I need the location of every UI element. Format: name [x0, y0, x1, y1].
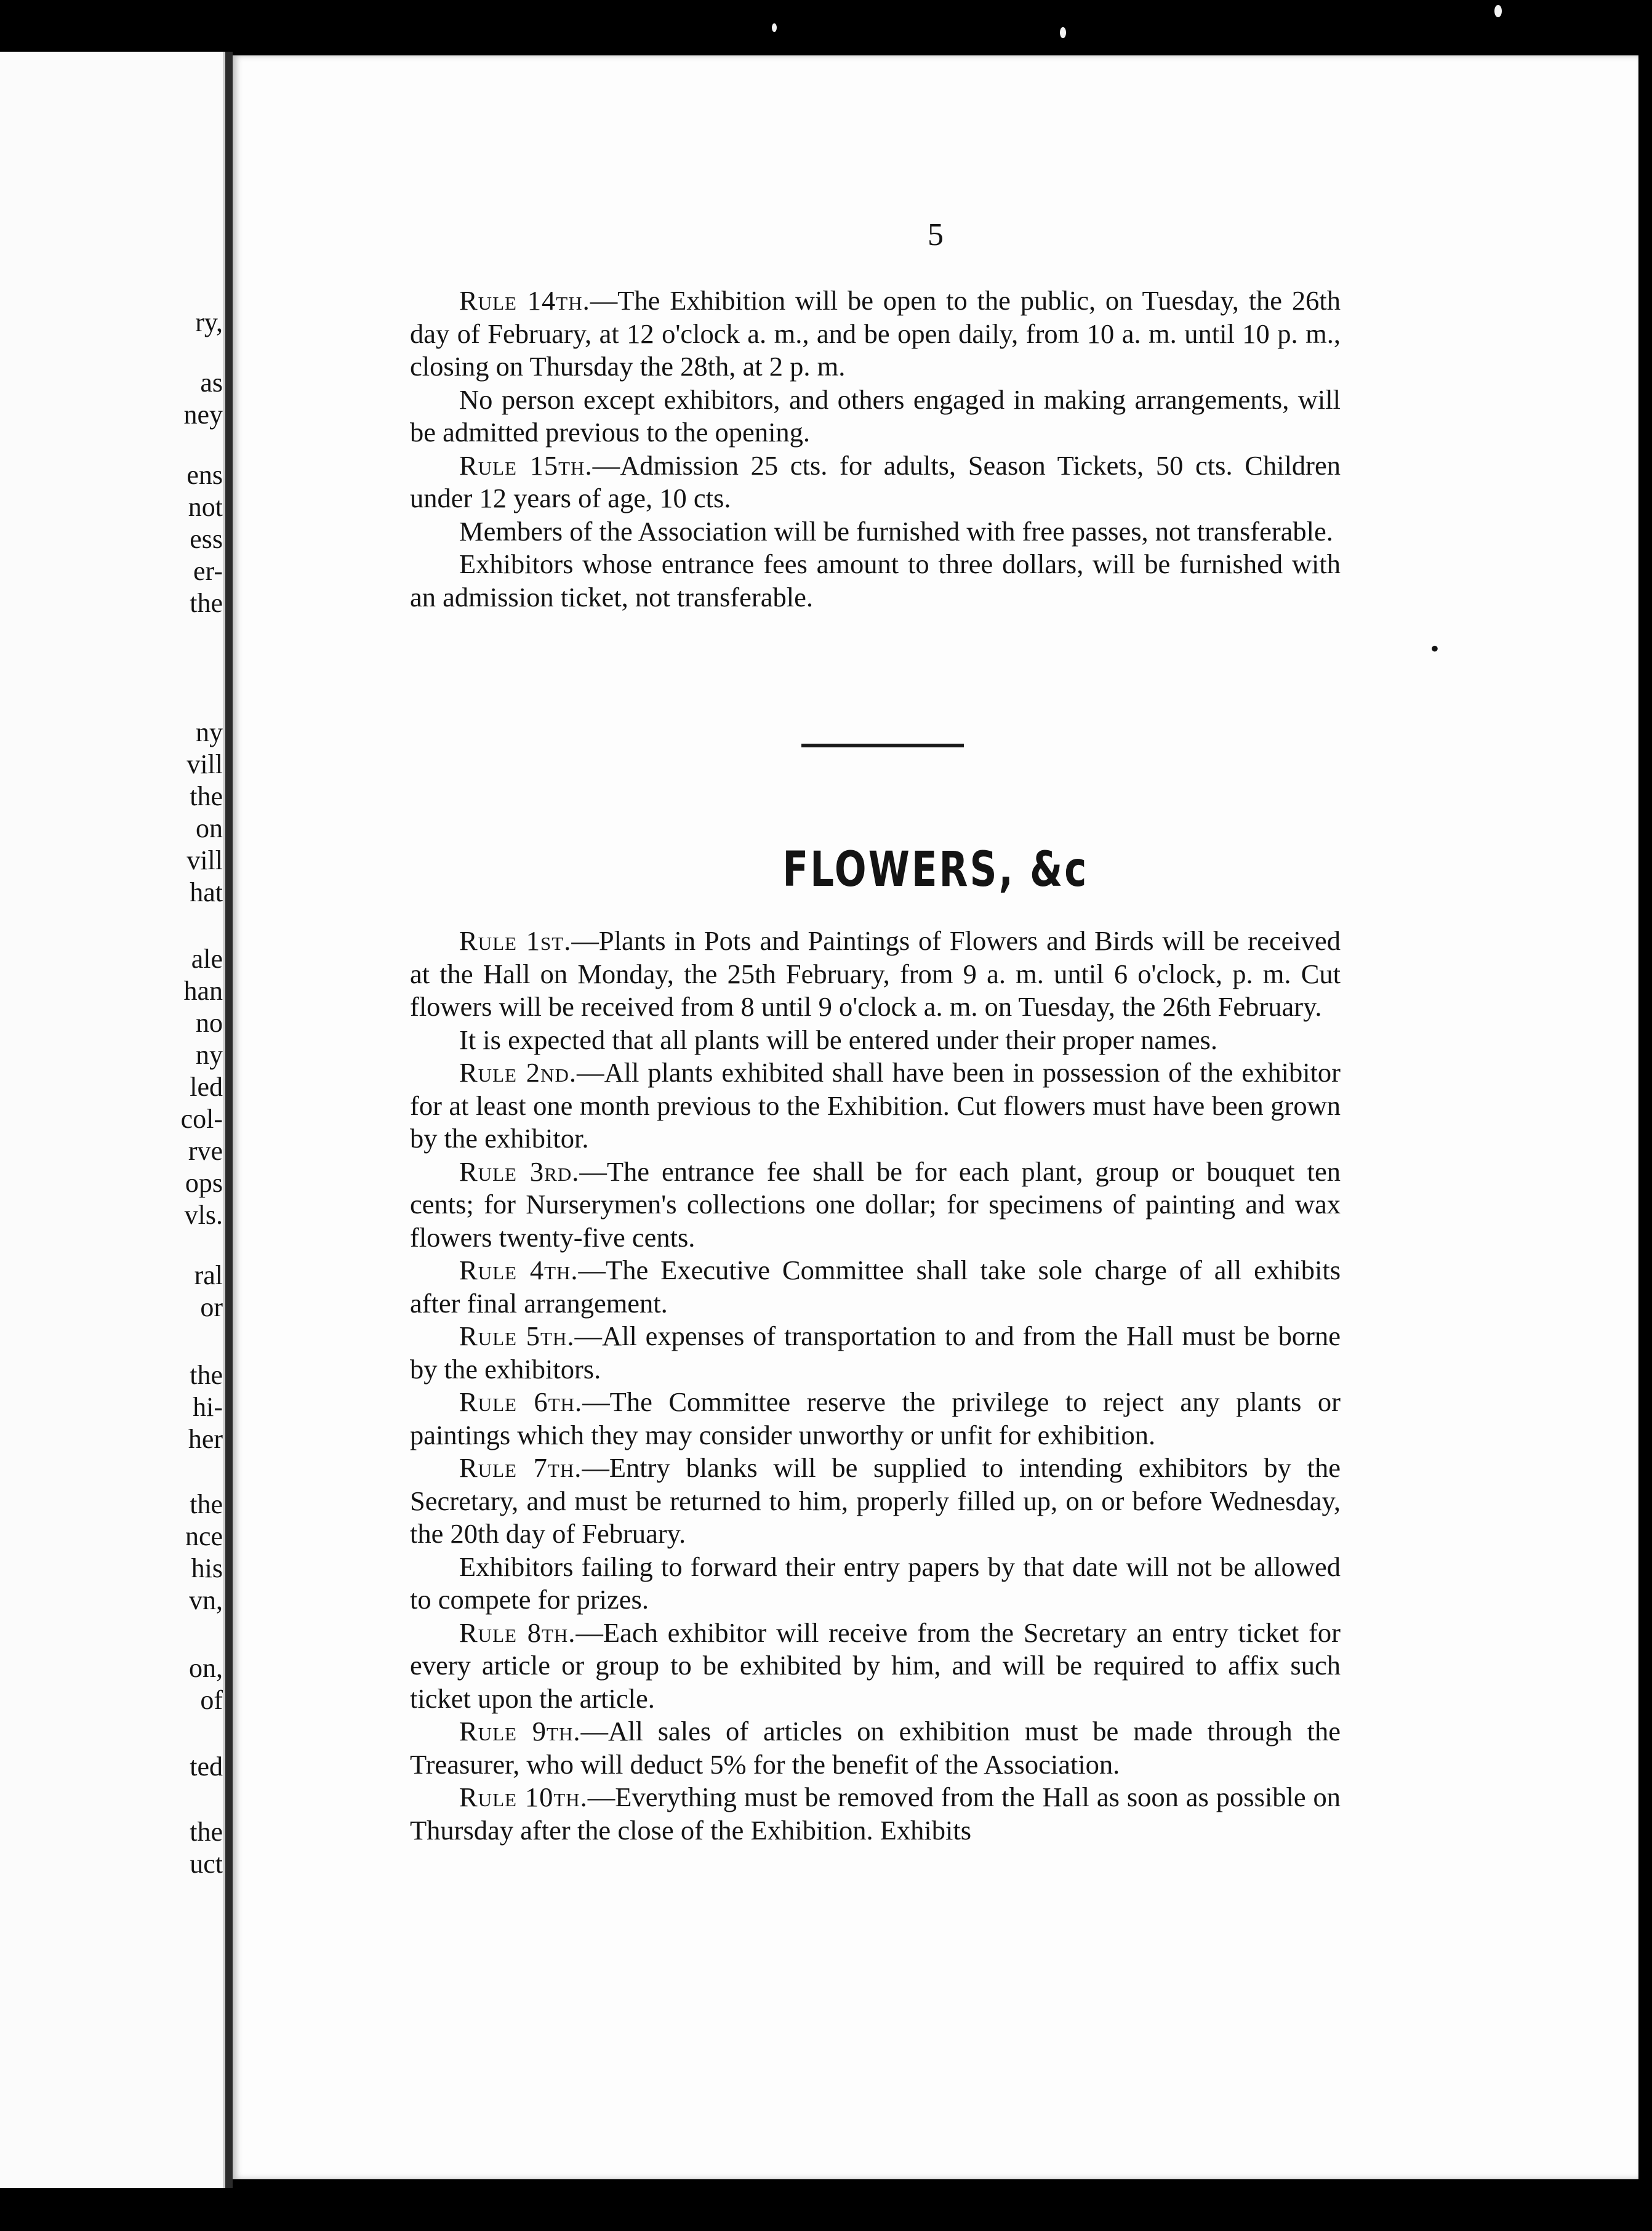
rule-text: —All sales of articles on exhibition must be made through the Treasurer, who will deduct 5% for the benefit of the Association. [410, 1716, 1341, 1780]
left-page-word: ney [183, 400, 223, 430]
left-page-word: vls. [184, 1200, 223, 1230]
left-page-word: or [200, 1292, 223, 1322]
rule-paragraph [410, 1156, 1341, 1255]
rule-text: No person except exhibitors, and others engaged in making arrangements, will be admitted previous to the opening. [410, 384, 1341, 448]
left-page-word: hi- [193, 1392, 223, 1422]
left-page-word: the [190, 1489, 223, 1519]
left-page-word: ess [190, 524, 223, 554]
rule-text: Exhibitors failing to forward their entry papers by that date will not be allowed to compete for prizes. [410, 1551, 1341, 1615]
left-page-word: col- [180, 1104, 223, 1134]
left-page-word: vill [186, 845, 223, 875]
left-page-word: as [200, 368, 223, 398]
rule-label: Rule 6th. [459, 1386, 583, 1417]
left-page-word: ale [191, 944, 223, 974]
rule-label: Rule 15th. [459, 449, 593, 481]
left-page-word: rve [188, 1136, 223, 1166]
rule-label: Rule 5th. [459, 1321, 575, 1351]
left-page-word: vn, [189, 1585, 223, 1615]
exhibition-rules-section [410, 284, 1341, 614]
rule-text: —The Executive Committee shall take sole charge of all exhibits after final arrangement. [410, 1255, 1341, 1319]
rule-paragraph [410, 449, 1341, 515]
left-page-word: no [196, 1008, 223, 1038]
rule-text: —The Exhibition will be open to the public, on Tuesday, the 26th day of February, at 12 o'clock a. m., and be open daily, from 10 a. m. until 10 p. m., closing on Thursday the 28th, at 2 p. m. [410, 285, 1341, 382]
rule-text: —All expenses of transportation to and from the Hall must be borne by the exhibitors. [410, 1321, 1341, 1385]
rule-text: —Admission 25 cts. for adults, Season Tickets, 50 cts. Children under 12 years of age, 10 cts. [410, 449, 1341, 513]
rule-paragraph [410, 1386, 1341, 1452]
previous-page-fragment [0, 52, 225, 2188]
left-page-word: on [196, 813, 223, 843]
rule-label: Rule 7th. [459, 1452, 582, 1483]
rule-text: —Entry blanks will be supplied to intending exhibitors by the Secretary, and must be returned to him, properly filled up, on or before Wednesday, the 20th day of February. [410, 1452, 1341, 1549]
rule-paragraph [410, 1254, 1341, 1320]
section-heading: FLOWERS, &c [782, 842, 1089, 898]
left-page-word: on, [189, 1653, 223, 1683]
left-page-word: uct [190, 1849, 223, 1879]
rule-text: —Plants in Pots and Paintings of Flowers and Birds will be received at the Hall on Monday, the 25th February, from 9 a. m. until 6 o'clock, p. m. Cut flowers will be received from 8 until 9 o'clock a. m. on Tuesday, the 26th February. [410, 925, 1341, 1022]
rule-label: Rule 10th. [459, 1782, 588, 1812]
left-page-word: ny [196, 717, 223, 747]
margin-mark: • [1430, 635, 1440, 662]
left-page-word: vill [186, 749, 223, 779]
left-page-word: the [190, 588, 223, 618]
rule-text: —Each exhibitor will receive from the Secretary an entry ticket for every article or group to be exhibited by him, and will be required to affix such ticket upon the article. [410, 1617, 1341, 1714]
rule-paragraph [410, 1617, 1341, 1716]
rule-label: Rule 3rd. [459, 1156, 580, 1187]
rule-text: —The Committee reserve the privilege to reject any plants or paintings which they may consider unworthy or unfit for exhibition. [410, 1386, 1341, 1450]
book-gutter [225, 52, 233, 2188]
left-page-word: ry, [195, 307, 223, 337]
left-page-word: the [190, 1360, 223, 1390]
border-speck [1494, 5, 1502, 17]
rule-text: —The entrance fee shall be for each plant, group or bouquet ten cents; for Nurserymen's collections one dollar; for specimens of painting and wax flowers twenty-five cents. [410, 1156, 1341, 1253]
rule-paragraph [410, 1024, 1341, 1057]
page-number: 5 [928, 217, 944, 252]
left-page-word: of [200, 1685, 223, 1715]
rule-paragraph [410, 548, 1341, 614]
rule-paragraph [410, 515, 1341, 549]
rule-label: Rule 14th. [459, 285, 590, 316]
section-divider [801, 744, 964, 747]
left-page-word: his [191, 1553, 223, 1583]
rule-paragraph [410, 1781, 1341, 1847]
document-page [233, 55, 1638, 2179]
rule-paragraph [410, 284, 1341, 384]
left-page-word: not [188, 492, 223, 522]
rule-text: Exhibitors whose entrance fees amount to three dollars, will be furnished with an admission ticket, not transferable. [410, 549, 1341, 613]
rule-text: —Everything must be removed from the Hall as soon as possible on Thursday after the close of the Exhibition. Exhibits [410, 1782, 1341, 1846]
left-page-word: han [183, 976, 223, 1006]
left-page-word: ral [194, 1260, 223, 1290]
flowers-rules-section [410, 925, 1341, 1847]
rule-paragraph [410, 925, 1341, 1024]
left-page-word: ops [185, 1168, 223, 1198]
rule-label: Rule 4th. [459, 1255, 579, 1285]
rule-paragraph [410, 1452, 1341, 1551]
border-speck [772, 23, 777, 32]
left-page-word: er- [193, 556, 223, 586]
rule-label: Rule 2nd. [459, 1057, 577, 1088]
left-page-word: led [190, 1072, 223, 1102]
border-speck [1060, 27, 1066, 38]
rule-paragraph [410, 384, 1341, 449]
left-page-word: nce [185, 1521, 223, 1551]
rule-text: —All plants exhibited shall have been in possession of the exhibitor for at least one month previous to the Exhibition. Cut flowers must have been grown by the exhibitor. [410, 1057, 1341, 1154]
left-page-word: hat [190, 877, 223, 907]
rule-text: It is expected that all plants will be entered under their proper names. [459, 1024, 1217, 1055]
rule-label: Rule 9th. [459, 1716, 581, 1747]
left-page-word: ted [190, 1751, 223, 1782]
left-page-word: the [190, 1817, 223, 1847]
rule-paragraph [410, 1320, 1341, 1386]
left-page-word: her [188, 1424, 223, 1454]
left-page-word: ens [186, 460, 223, 490]
left-page-word: the [190, 781, 223, 811]
rule-label: Rule 1st. [459, 925, 572, 956]
rule-label: Rule 8th. [459, 1617, 576, 1648]
rule-paragraph [410, 1551, 1341, 1617]
left-page-word: ny [196, 1040, 223, 1070]
rule-text: Members of the Association will be furnished with free passes, not transferable. [459, 515, 1333, 547]
rule-paragraph [410, 1715, 1341, 1781]
rule-paragraph [410, 1056, 1341, 1156]
